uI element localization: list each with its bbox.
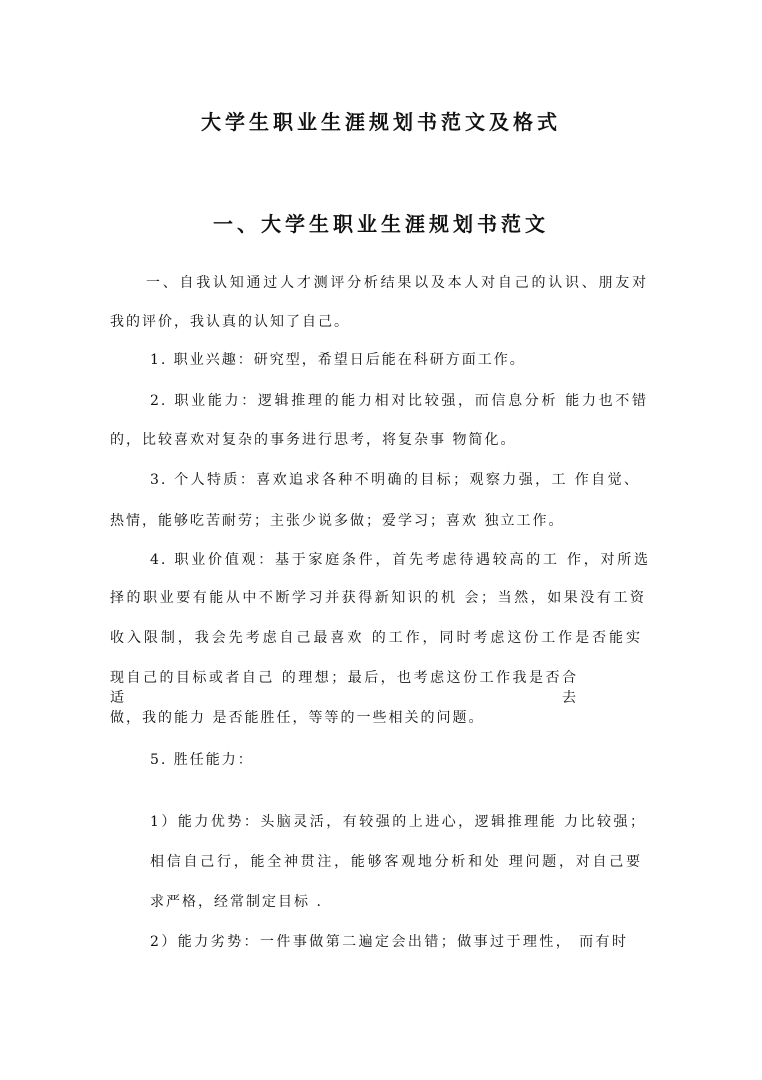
paragraph-line: 2）能力劣势：一件事做第二遍定会出错；做事过于理性， 而有时 — [150, 934, 628, 950]
paragraph-line: 择的职业要有能从中不断学习并获得新知识的机 会；当然，如果没有工资 — [110, 590, 646, 606]
paragraph-line: 一、自我认知通过人才测评分析结果以及本人对自己的认识、朋友对 — [146, 275, 648, 291]
paragraph-line: 热情，能够吃苦耐劳；主张少说多做；爱学习；喜欢 独立工作。 — [110, 513, 565, 529]
paragraph-line: 收入限制，我会先考虑自己最喜欢 的工作，同时考虑这份工作是否能实 — [110, 630, 642, 646]
paragraph-line: 求严格，经常制定目标 . — [150, 894, 323, 910]
paragraph-line: 4. 职业价值观：基于家庭条件，首先考虑待遇较高的工 作，对所选 — [150, 552, 650, 568]
paragraph-line: 1）能力优势：头脑灵活，有较强的上进心，逻辑推理能 力比较强； — [150, 814, 646, 830]
paragraph-line: 2. 职业能力：逻辑推理的能力相对比较强，而信息分析 能力也不错 — [150, 393, 648, 409]
paragraph-line: 我的评价，我认真的认知了自己。 — [110, 314, 350, 330]
paragraph-line: 3. 个人特质：喜欢追求各种不明确的目标；观察力强，工 作自觉、 — [150, 472, 640, 488]
paragraph-line: 的，比较喜欢对复杂的事务进行思考，将复杂事 物简化。 — [110, 432, 517, 448]
paragraph-line: 5. 胜任能力： — [150, 752, 254, 768]
section-heading: 一、大学生职业生涯规划书范文 — [213, 212, 549, 236]
paragraph-line: 1. 职业兴趣：研究型，希望日后能在科研方面工作。 — [150, 352, 526, 368]
paragraph-line: 做，我的能力 是否能胜任，等等的一些相关的问题。 — [110, 710, 485, 726]
paragraph-line: 现自己的目标或者自己 的理想；最后，也考虑这份工作我是否合适去 — [110, 670, 578, 706]
document-title: 大学生职业生涯规划书范文及格式 — [201, 110, 561, 134]
paragraph-line: 相信自己行，能全神贯注，能够客观地分析和处 理问题，对自己要 — [150, 854, 642, 870]
